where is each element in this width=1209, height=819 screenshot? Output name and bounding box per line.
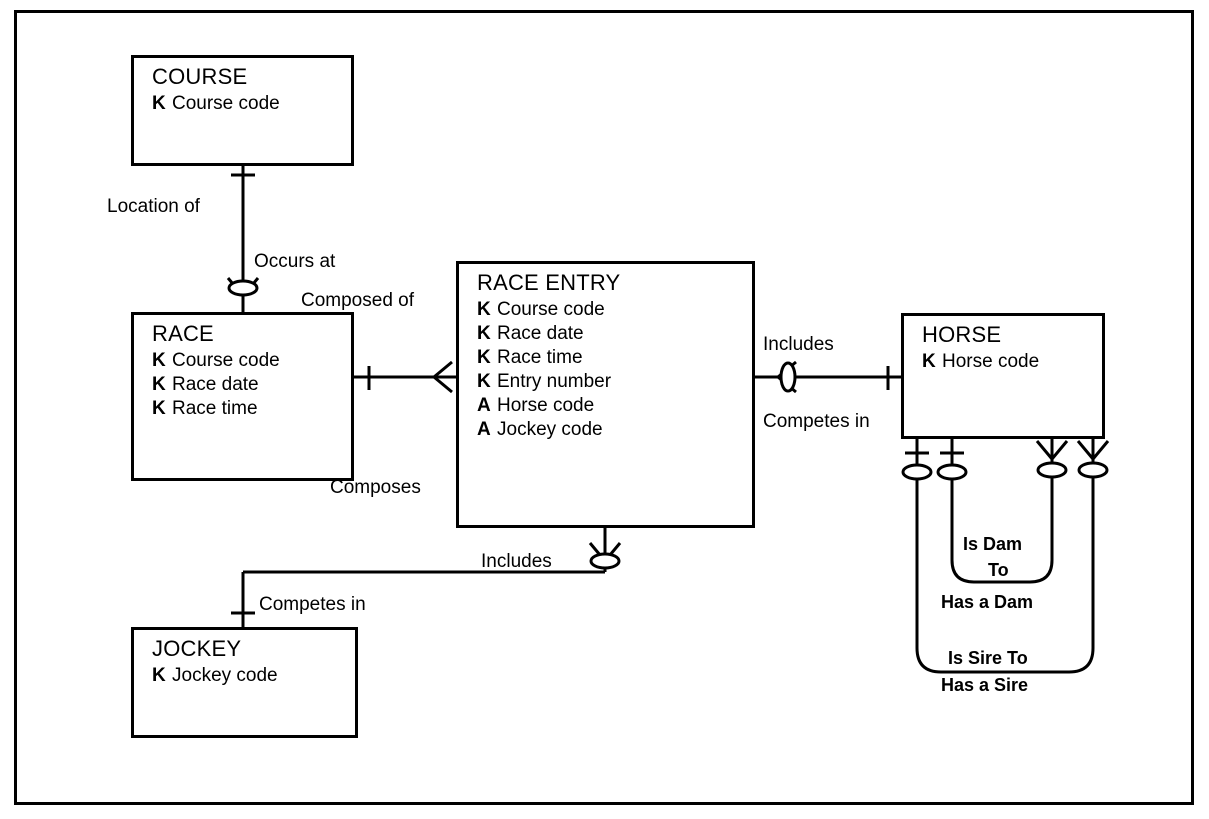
entity-course-title: COURSE: [152, 64, 248, 89]
entity-race-entry[interactable]: [456, 261, 755, 528]
attribute-label: Race time: [172, 398, 258, 419]
entity-jockey[interactable]: [131, 627, 358, 738]
label-is-sire-to: Is Sire To: [948, 648, 1028, 668]
attribute-key-marker: K: [922, 351, 936, 372]
entity-race-attribute: [134, 349, 351, 373]
attribute-label: Entry number: [497, 371, 612, 392]
attribute-label: Race date: [172, 374, 259, 395]
entity-race-entry-attribute: [459, 322, 752, 346]
attribute-key-marker: A: [477, 419, 491, 440]
entity-race-attribute: [134, 373, 351, 397]
attribute-label: Race date: [497, 323, 584, 344]
label-composed-of: Composed of: [301, 290, 415, 311]
attribute-label: Horse code: [497, 395, 595, 416]
attribute-key-marker: K: [477, 371, 491, 392]
attribute-key-marker: K: [152, 374, 166, 395]
attribute-key-marker: K: [152, 350, 166, 371]
entity-race-entry-title: RACE ENTRY: [477, 270, 621, 295]
label-has-a-dam: Has a Dam: [941, 592, 1034, 612]
attribute-label: Jockey code: [497, 419, 603, 440]
entity-horse-title: HORSE: [922, 322, 1002, 347]
entity-horse-attribute: [904, 350, 1102, 374]
attribute-label: Horse code: [942, 351, 1040, 372]
entity-horse[interactable]: [901, 313, 1105, 439]
entity-race-title: RACE: [152, 321, 214, 346]
label-is-dam-to-line1: Is Dam: [963, 534, 1023, 554]
attribute-label: Course code: [172, 93, 280, 114]
entity-jockey-title: JOCKEY: [152, 636, 242, 661]
attribute-key-marker: K: [152, 665, 166, 686]
entity-race[interactable]: [131, 312, 354, 481]
entity-race-entry-attribute: [459, 418, 752, 442]
label-includes-jockey: Includes: [481, 551, 552, 572]
entity-race-entry-attribute: [459, 394, 752, 418]
attribute-key-marker: K: [477, 299, 491, 320]
attribute-key-marker: A: [477, 395, 491, 416]
entity-race-attribute: [134, 397, 351, 421]
label-composes: Composes: [330, 477, 421, 498]
attribute-key-marker: K: [477, 323, 491, 344]
attribute-label: Course code: [172, 350, 280, 371]
entity-race-entry-attribute: [459, 298, 752, 322]
entity-course[interactable]: [131, 55, 354, 166]
entity-jockey-attribute: [134, 664, 355, 688]
label-has-a-sire: Has a Sire: [941, 675, 1029, 695]
label-competes-in-jockey: Competes in: [259, 594, 366, 615]
attribute-label: Course code: [497, 299, 605, 320]
label-occurs-at: Occurs at: [254, 251, 336, 272]
entity-course-attribute: [134, 92, 351, 116]
entity-race-entry-attribute: [459, 370, 752, 394]
attribute-label: Race time: [497, 347, 583, 368]
label-competes-in-horse: Competes in: [763, 411, 870, 432]
label-includes-horse: Includes: [763, 334, 834, 355]
attribute-label: Jockey code: [172, 665, 278, 686]
attribute-key-marker: K: [152, 93, 166, 114]
attribute-key-marker: K: [152, 398, 166, 419]
label-is-dam-to-line2: To: [988, 560, 1009, 580]
attribute-key-marker: K: [477, 347, 491, 368]
label-location-of: Location of: [107, 196, 200, 217]
entity-race-entry-attribute: [459, 346, 752, 370]
